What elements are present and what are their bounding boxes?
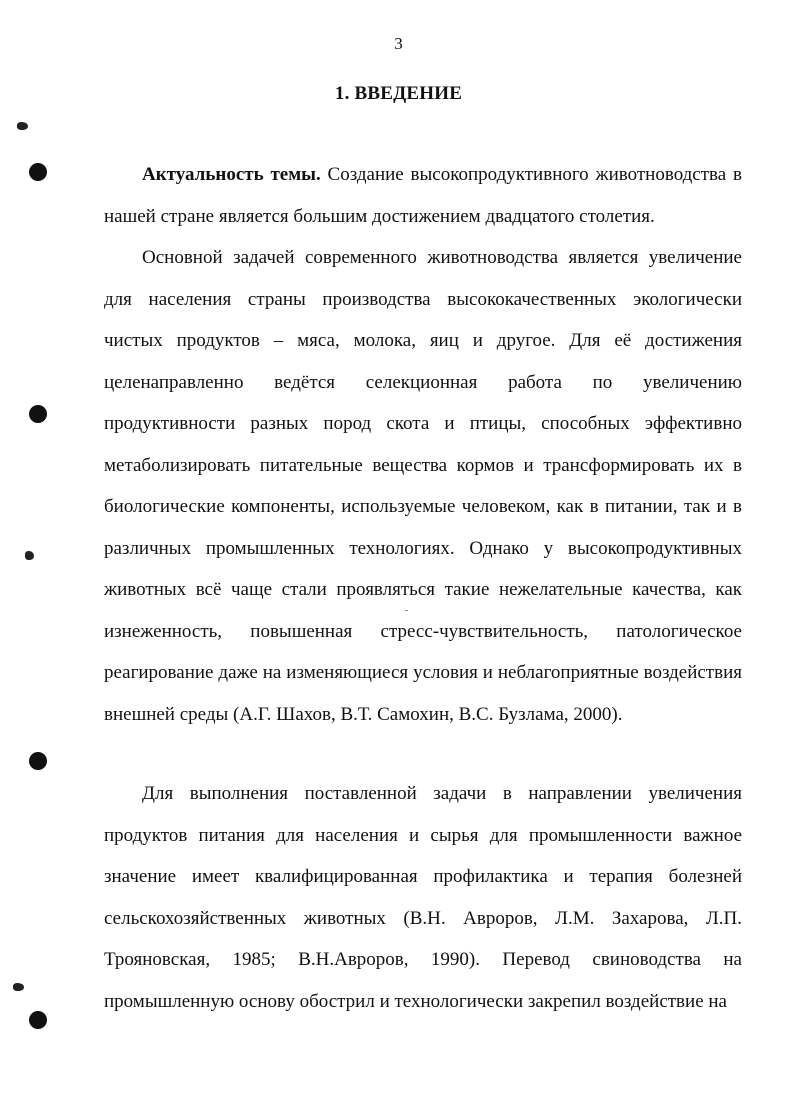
scan-mark xyxy=(17,122,28,130)
section-heading: 1. ВВЕДЕНИЕ xyxy=(334,83,463,104)
scan-speck xyxy=(405,610,408,611)
binder-hole xyxy=(29,405,47,423)
paragraph-prevention: Для выполнения поставленной задачи в направлении увеличения продуктов питания для населения и сырья для промышленности важное значение имеет квалифицированная профилактика и терапия болезней сельскохозяйственных животных (В.Н. Авроров, Л.М. Захарова, Л.П. Трояновская, 1985; В.Н.Авроров, 1990). Перевод свиноводства на промышленную основу обострил и технологически закрепил воздействие на xyxy=(104,783,742,1012)
scan-mark xyxy=(13,983,24,991)
paragraph-lead: Актуальность темы. xyxy=(142,164,321,185)
binder-hole xyxy=(29,1011,47,1029)
paragraph-relevance xyxy=(104,154,742,237)
paragraph-relevance-text: Создание высокопродуктивного животноводства в нашей стране является большим достижением двадцатого столетия. xyxy=(104,164,742,227)
paragraph-main-task: Основной задачей современного животноводства является увеличение для населения страны производства высококачественных экологически чистых продуктов – мяса, молока, яиц и другое. Для её достижения целенаправленно ведётся селекционная работа по увеличению продуктивности разных пород скота и птицы, способных эффективно метаболизировать питательные вещества кормов и трансформировать их в биологические компоненты, используемые человеком, как в питании, так и в различных промышленных технологиях. Однако у высокопродуктивных животных всё чаще стали проявляться такие нежелательные качества, как изнеженность, повышенная стресс-чувствительность, патологическое реагирование даже на изменяющиеся условия и неблагоприятные воздействия внешней среды (А.Г. Шахов, В.Т. Самохин, В.С. Бузлама, 2000). xyxy=(104,247,742,725)
binder-hole xyxy=(29,163,47,181)
page-number: 3 xyxy=(394,34,403,53)
scan-mark xyxy=(25,551,34,560)
binder-hole xyxy=(29,752,47,770)
